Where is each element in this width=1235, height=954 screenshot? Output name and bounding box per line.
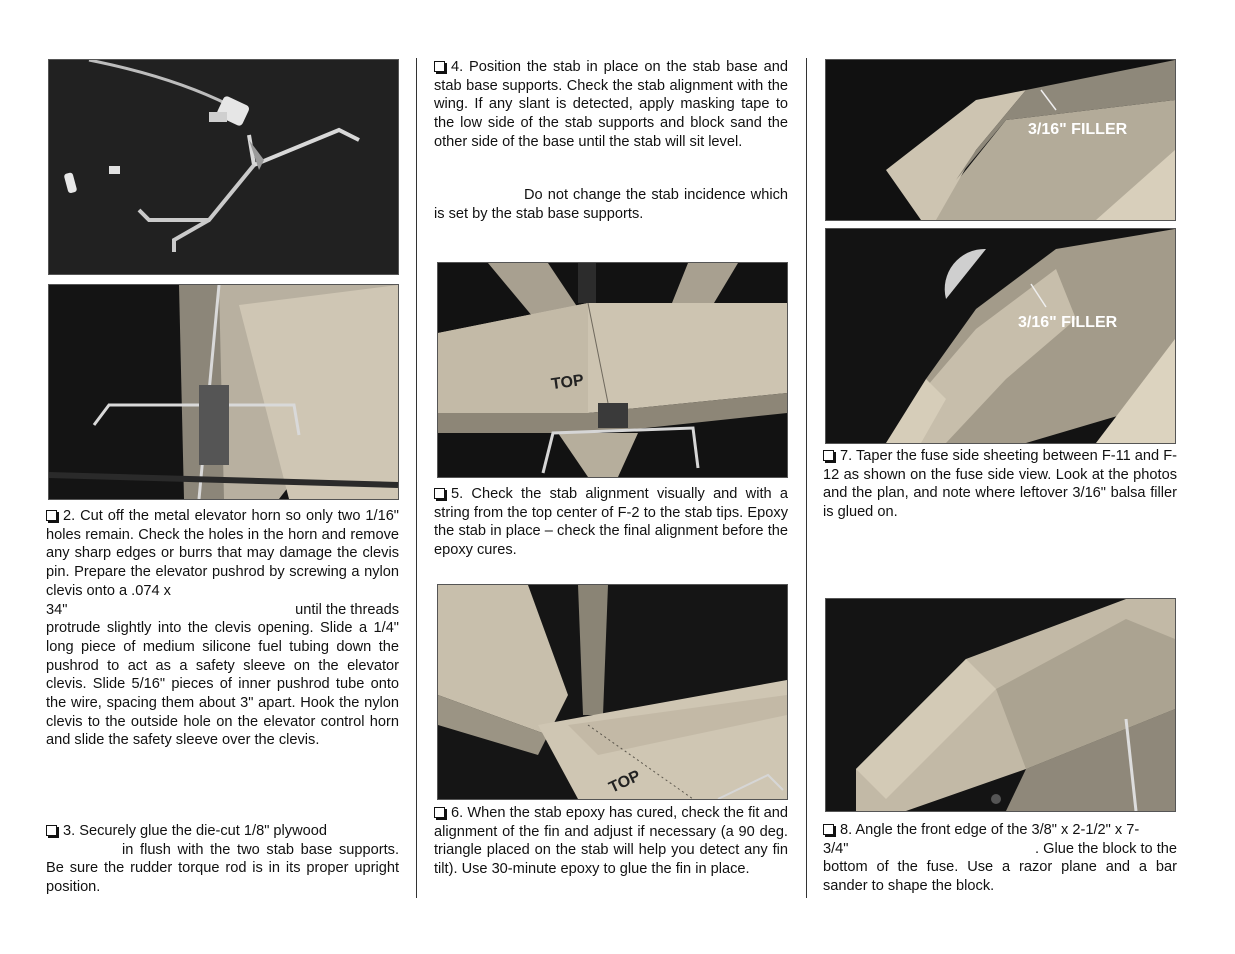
checkbox-icon[interactable] [46, 510, 57, 521]
step-2-line2b: until the threads [295, 601, 399, 618]
step-5-body: 5. Check the stab alignment visually and with a string from the top center of F-2 to the stab tips. Epoxy the stab in place – check the final alignment before the epoxy cures. [434, 486, 788, 559]
top-label-1: TOP [550, 371, 585, 394]
photo-bottom-block [825, 598, 1176, 812]
step-4-text [434, 58, 788, 152]
filler-label-1: 3/16" FILLER [1028, 121, 1128, 138]
photo-elevator-horn [48, 59, 399, 275]
step-5-text [434, 485, 788, 560]
step-4-body: 4. Position the stab in place on the stab base and stab base supports. Check the stab alignment with the wing. If any slant is detected, apply masking tape to the low side of the stab supports and block sand the other side of the base until the stab will sit level. [434, 59, 788, 150]
filler-label-2: 3/16" FILLER [1018, 314, 1118, 331]
step-7-text [823, 447, 1177, 522]
step-8-text [823, 821, 1177, 896]
step-3-line2: in flush with the two stab base supports. Be sure the rudder torque rod is in its proper upright position. [46, 841, 399, 896]
step-2-line1: 2. Cut off the metal elevator horn so only two 1/16" holes remain. Check the holes in the horn and remove any sharp edges or burrs that may damage the clevis pin. Prepare the elevator pushrod by screwing a nylon clevis onto a .074 x [46, 508, 399, 599]
checkbox-icon[interactable] [823, 824, 834, 835]
step-8-line2b: . Glue the block to the [1035, 840, 1177, 857]
step-7-body: 7. Taper the fuse side sheeting between F-11 and F-12 as shown on the fuse side view. Look at the photos and the plan, and note where leftover 3/16" balsa filler is glued on. [823, 448, 1177, 521]
top-label-2: TOP [606, 767, 644, 797]
photo-stab-top-view [437, 262, 788, 478]
checkbox-icon[interactable] [46, 825, 57, 836]
checkbox-icon[interactable] [434, 807, 445, 818]
step-8-line2a: 3/4" [823, 840, 849, 857]
step-4-note [434, 186, 788, 223]
step-8-line1: 8. Angle the front edge of the 3/8" x 2-1/2" x 7- [840, 822, 1140, 838]
step-6-text [434, 804, 788, 879]
step-3-line1: 3. Securely glue the die-cut 1/8" plywood [63, 823, 327, 839]
step-2-text [46, 507, 399, 750]
step-2-line3: protrude slightly into the clevis opening. Slide a 1/4" long piece of medium silicone fuel tubing down the pushrod to act as a safety sleeve on the elevator clevis. Slide 5/16" pieces of inner pushrod tube onto the wire, spacing them about 3" apart. Hook the nylon clevis to the outside hole on the elevator control horn and slide the safety sleeve over the clevis. [46, 620, 399, 749]
photo-fin-on-stab [437, 584, 788, 800]
checkbox-icon[interactable] [823, 450, 834, 461]
photo-elevator-pushrod-installed [48, 284, 399, 500]
checkbox-icon[interactable] [434, 488, 445, 499]
photo-filler-2 [825, 228, 1176, 444]
photo-filler-1 [825, 59, 1176, 221]
column-divider-1 [416, 58, 417, 898]
step-4-note-text: Do not change the stab incidence which is set by the stab base supports. [434, 187, 788, 222]
checkbox-icon[interactable] [434, 61, 445, 72]
column-divider-2 [806, 58, 807, 898]
step-8-line3: bottom of the fuse. Use a razor plane and a bar sander to shape the block. [823, 859, 1177, 895]
step-6-body: 6. When the stab epoxy has cured, check the fit and alignment of the fin and adjust if necessary (a 90 deg. triangle placed on the stab will help you detect any fin tilt). Use 30-minute epoxy to glue the fin in place. [434, 805, 788, 878]
step-2-line2a: 34" [46, 601, 68, 618]
step-3-text [46, 822, 399, 897]
